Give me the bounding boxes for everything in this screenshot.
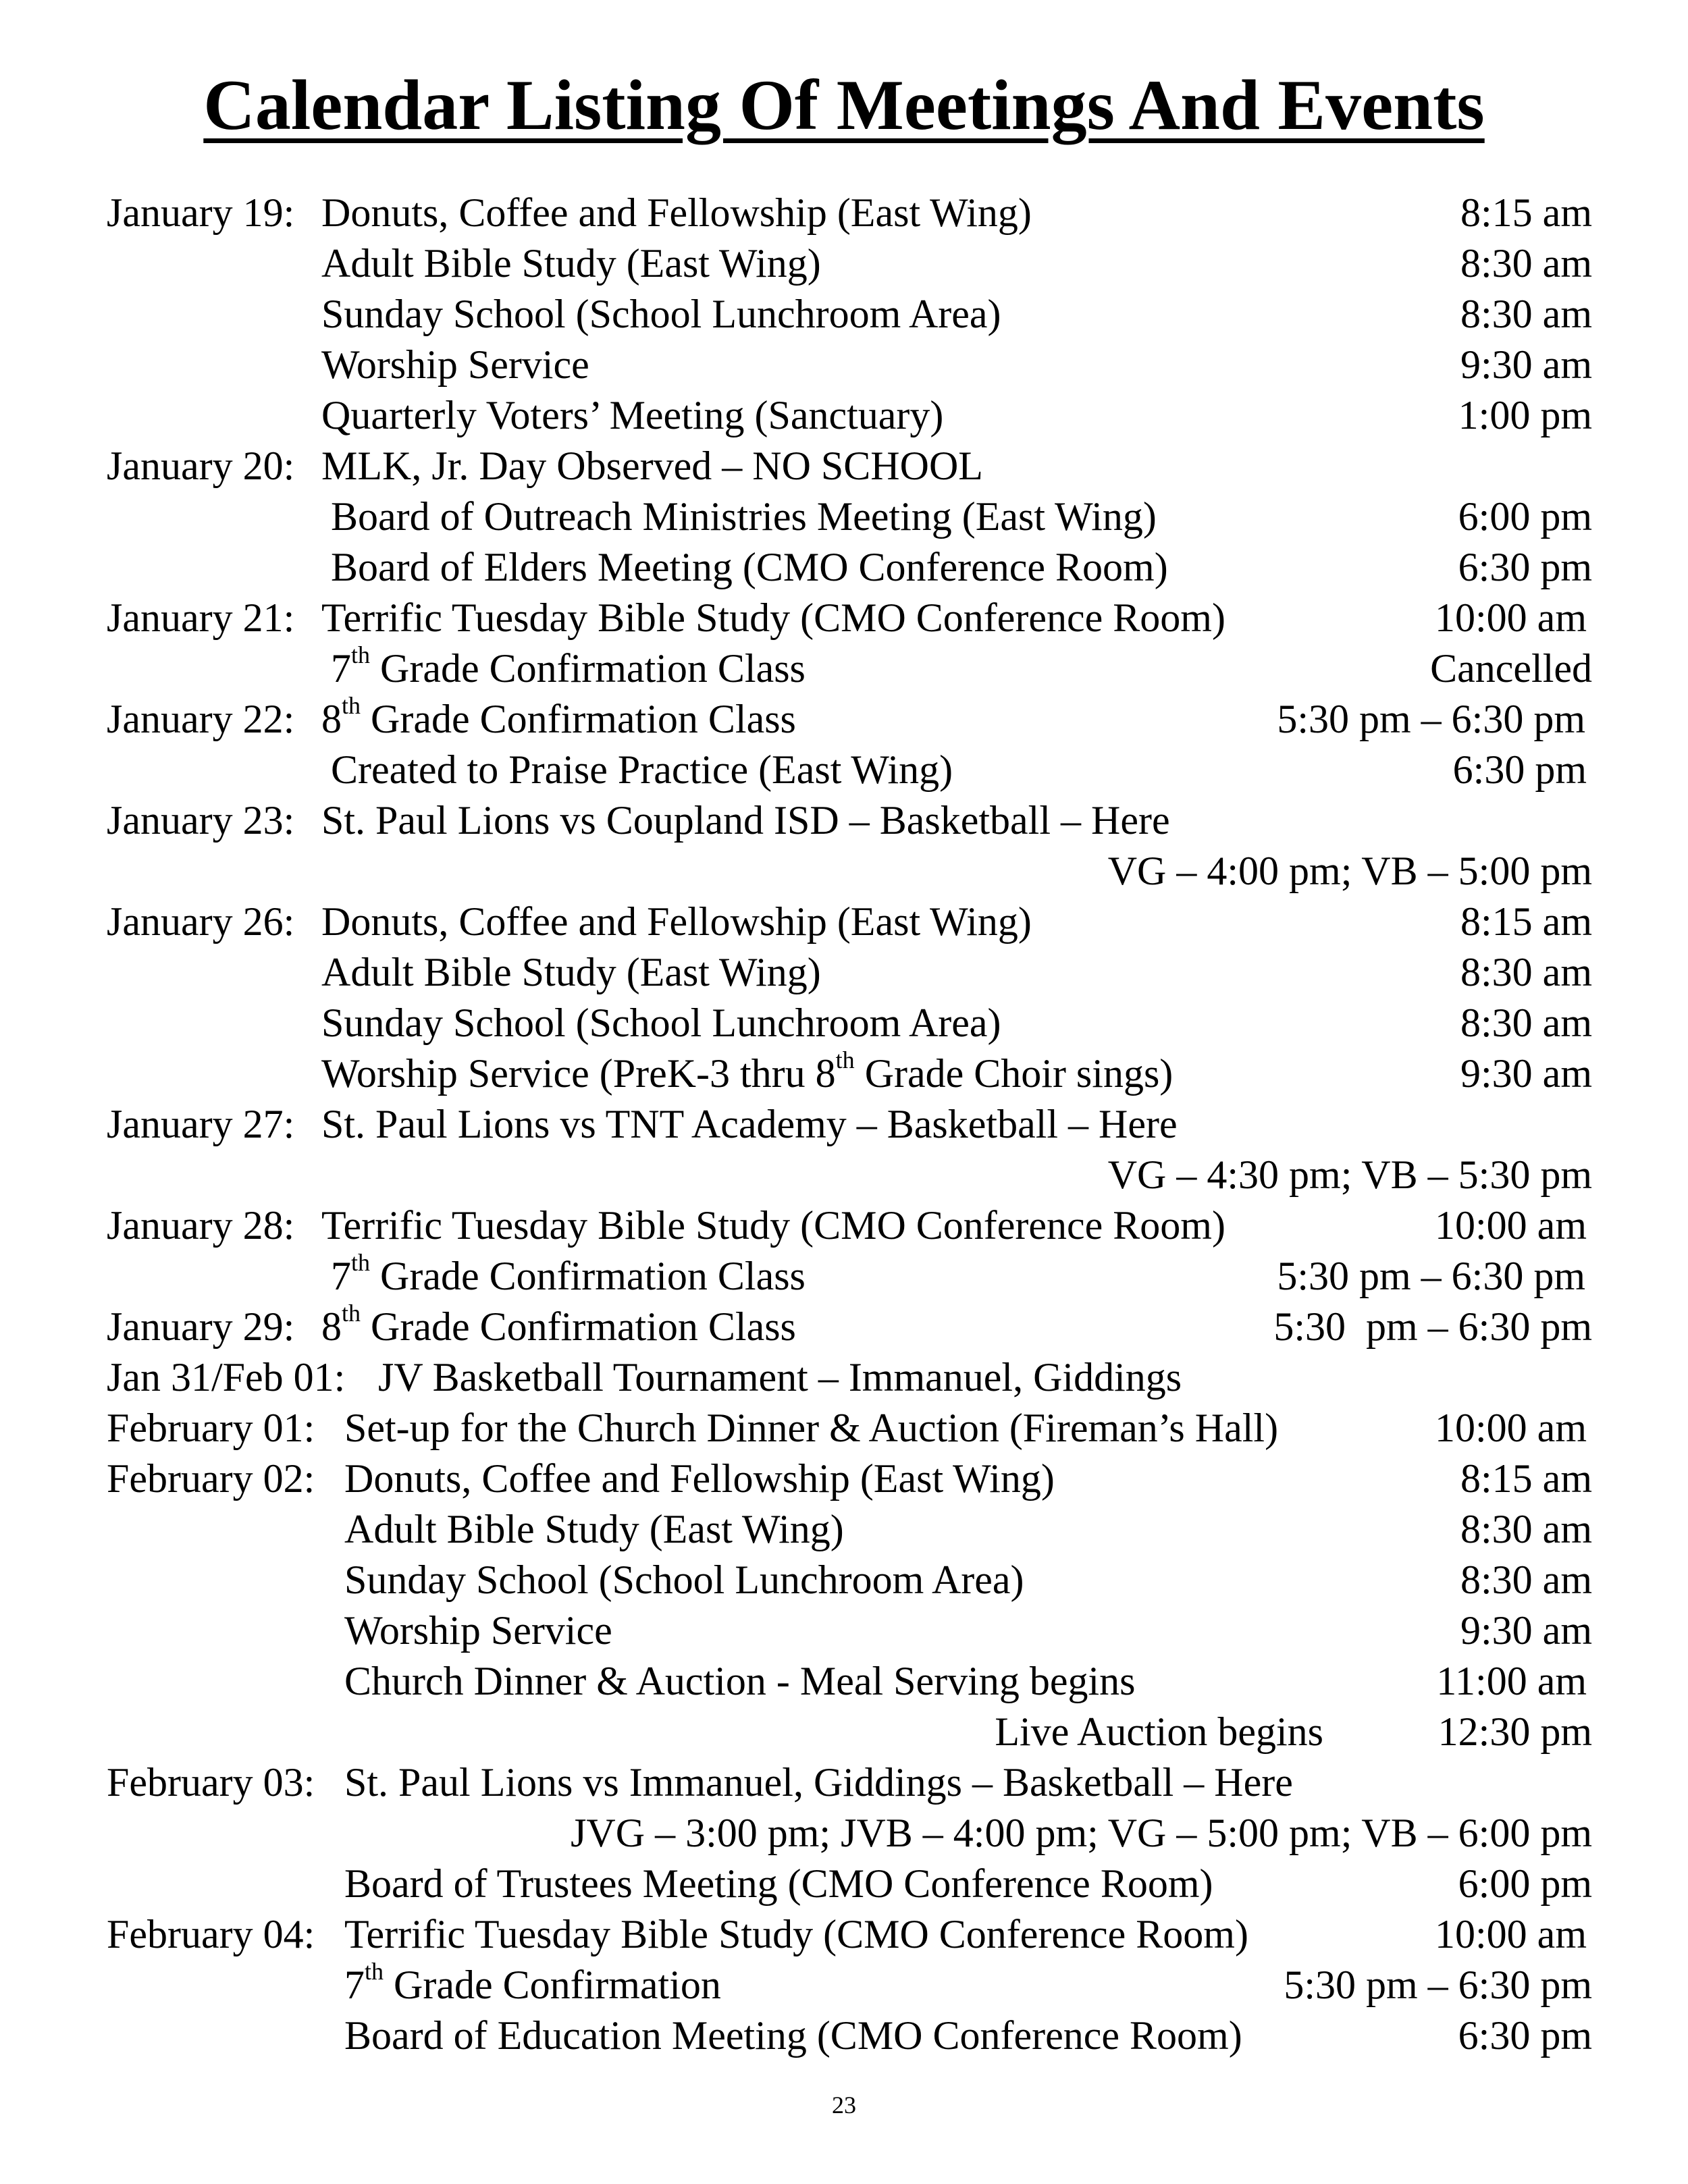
entry-date: February 03: [107, 1760, 315, 1805]
calendar-entry [107, 441, 1592, 491]
calendar-entry [107, 2010, 1592, 2061]
entry-subevent: Live Auction begins [995, 1709, 1323, 1754]
entry-event: Sunday School (School Lunchroom Area) [321, 1001, 1001, 1045]
event-text: Grade Confirmation Class [361, 1304, 796, 1349]
entry-time: 8:15 am [1460, 899, 1592, 944]
page-number: 23 [832, 2092, 856, 2119]
entry-time: 8:30 am [1460, 1001, 1592, 1045]
event-text: Worship Service (PreK-3 thru 8 [321, 1051, 836, 1096]
entry-event: Adult Bible Study (East Wing) [321, 241, 821, 286]
entry-date: January 22: [107, 697, 295, 741]
calendar-entry [107, 491, 1592, 542]
game-times: VG – 4:00 pm; VB – 5:00 pm [1107, 849, 1592, 893]
calendar-entry [107, 1150, 1592, 1200]
entry-time: 8:30 am [1460, 950, 1592, 994]
calendar-entry [107, 694, 1592, 745]
ordinal-suffix: th [351, 641, 371, 668]
ordinal-suffix: th [365, 1958, 384, 1985]
entry-event: Adult Bible Study (East Wing) [344, 1507, 844, 1551]
calendar-entry [107, 643, 1592, 694]
entry-event: Sunday School (School Lunchroom Area) [321, 292, 1001, 336]
entry-time: 5:30 pm – 6:30 pm [1277, 1254, 1585, 1298]
entry-time: 5:30 pm – 6:30 pm [1284, 1963, 1592, 2007]
calendar-entry [107, 1605, 1592, 1656]
calendar-entry [107, 998, 1592, 1048]
event-text: Grade Confirmation Class [370, 1254, 806, 1298]
entry-event: Donuts, Coffee and Fellowship (East Wing) [321, 190, 1032, 235]
calendar-entry [107, 289, 1592, 340]
grade-number: 7 [331, 646, 351, 691]
page-title: Calendar Listing Of Meetings And Events [203, 65, 1485, 144]
entry-event: Donuts, Coffee and Fellowship (East Wing) [344, 1456, 1055, 1501]
grade-number: 8 [321, 1304, 342, 1349]
ordinal-suffix: th [342, 1300, 361, 1327]
calendar-entry [107, 947, 1592, 998]
entry-event: Set-up for the Church Dinner & Auction (Fireman’s Hall) [344, 1406, 1279, 1450]
entry-event: Board of Trustees Meeting (CMO Conference Room) [344, 1861, 1213, 1906]
entry-event: St. Paul Lions vs Coupland ISD – Basketball – Here [321, 798, 1170, 843]
calendar-entry [107, 238, 1592, 289]
event-text-continued: Grade Choir sings) [854, 1051, 1173, 1096]
entry-time: 8:30 am [1460, 1557, 1592, 1602]
entry-time: 1:00 pm [1458, 393, 1592, 437]
calendar-entry [107, 1960, 1592, 2010]
entry-date: February 04: [107, 1912, 315, 1956]
entry-event: Church Dinner & Auction - Meal Serving begins [344, 1659, 1136, 1703]
calendar-entry [107, 542, 1592, 593]
entry-time: 12:30 pm [1438, 1709, 1592, 1754]
calendar-entry [107, 846, 1592, 897]
calendar-entry [107, 1859, 1592, 1909]
entry-time: 6:30 pm [1458, 2013, 1592, 2058]
entry-event: MLK, Jr. Day Observed – NO SCHOOL [321, 444, 983, 488]
grade-number: 7 [344, 1963, 365, 2007]
entry-event: Worship Service [344, 1608, 612, 1653]
calendar-entry [107, 1504, 1592, 1555]
entry-event: Board of Outreach Ministries Meeting (East Wing) [331, 494, 1157, 539]
entry-date: Jan 31/Feb 01: [107, 1355, 346, 1400]
calendar-entry [107, 390, 1592, 441]
calendar-entry [107, 1808, 1592, 1859]
entry-date: January 23: [107, 798, 295, 843]
entry-event [321, 1302, 796, 1352]
entry-event: Quarterly Voters’ Meeting (Sanctuary) [321, 393, 944, 437]
entry-time: 8:15 am [1460, 1456, 1592, 1501]
entry-time: 6:30 pm [1458, 545, 1592, 589]
calendar-entry [107, 1048, 1592, 1099]
entry-event: Terrific Tuesday Bible Study (CMO Conference Room) [344, 1912, 1248, 1956]
entry-event [321, 694, 796, 745]
entry-time: Cancelled [1430, 646, 1592, 691]
calendar-entry [107, 1909, 1592, 1960]
entry-date: January 29: [107, 1304, 295, 1349]
entry-event: Terrific Tuesday Bible Study (CMO Conference Room) [321, 595, 1225, 640]
entry-event: Sunday School (School Lunchroom Area) [344, 1557, 1024, 1602]
entry-date: January 27: [107, 1102, 295, 1146]
entry-event: St. Paul Lions vs Immanuel, Giddings – Basketball – Here [344, 1760, 1293, 1805]
entry-event [321, 1048, 1173, 1099]
entry-time: 10:00 am [1435, 1203, 1587, 1248]
entry-time: 8:30 am [1460, 292, 1592, 336]
entry-time: 8:15 am [1460, 190, 1592, 235]
calendar-entry [107, 188, 1592, 238]
entry-event: JV Basketball Tournament – Immanuel, Giddings [378, 1355, 1182, 1400]
entry-event: Terrific Tuesday Bible Study (CMO Conference Room) [321, 1203, 1225, 1248]
calendar-entry [107, 1099, 1592, 1150]
entry-time: 8:30 am [1460, 241, 1592, 286]
entry-time: 9:30 am [1460, 1608, 1592, 1653]
entry-date: January 26: [107, 899, 295, 944]
calendar-entry [107, 897, 1592, 947]
entry-event: Board of Elders Meeting (CMO Conference Room) [331, 545, 1168, 589]
entry-time: 8:30 am [1460, 1507, 1592, 1551]
entry-event: Worship Service [321, 342, 589, 387]
entry-event [344, 1960, 721, 2010]
entry-time: 10:00 am [1435, 1406, 1587, 1450]
entry-time: 5:30 pm – 6:30 pm [1277, 697, 1585, 741]
game-times: VG – 4:30 pm; VB – 5:30 pm [1107, 1152, 1592, 1197]
event-text: Grade Confirmation Class [370, 646, 806, 691]
calendar-entry [107, 593, 1592, 643]
grade-number: 8 [321, 697, 342, 741]
entry-time: 9:30 am [1460, 1051, 1592, 1096]
calendar-entry [107, 795, 1592, 846]
ordinal-suffix: th [835, 1046, 855, 1073]
event-text: Grade Confirmation Class [361, 697, 796, 741]
calendar-entry [107, 745, 1592, 795]
calendar-entry [107, 1403, 1592, 1454]
entry-time: 6:00 pm [1458, 494, 1592, 539]
entry-date: January 28: [107, 1203, 295, 1248]
calendar-entry [107, 1251, 1592, 1302]
calendar-entry [107, 1656, 1592, 1707]
entry-event [331, 1251, 806, 1302]
entry-date: February 02: [107, 1456, 315, 1501]
entry-event: St. Paul Lions vs TNT Academy – Basketball – Here [321, 1102, 1178, 1146]
entry-time: 5:30 pm – 6:30 pm [1273, 1304, 1592, 1349]
entry-time: 6:00 pm [1458, 1861, 1592, 1906]
calendar-entry [107, 1200, 1592, 1251]
entry-date: January 20: [107, 444, 295, 488]
entry-event: Board of Education Meeting (CMO Conference Room) [344, 2013, 1242, 2058]
entry-time: 6:30 pm [1452, 747, 1587, 792]
entry-event: Created to Praise Practice (East Wing) [331, 747, 953, 792]
calendar-entry [107, 340, 1592, 390]
entry-date: February 01: [107, 1406, 315, 1450]
entry-time: 10:00 am [1435, 595, 1587, 640]
event-text: Grade Confirmation [384, 1963, 721, 2007]
ordinal-suffix: th [351, 1249, 371, 1276]
entry-date: January 19: [107, 190, 295, 235]
entry-event: Donuts, Coffee and Fellowship (East Wing) [321, 899, 1032, 944]
entry-event: Adult Bible Study (East Wing) [321, 950, 821, 994]
entry-event [331, 643, 806, 694]
grade-number: 7 [331, 1254, 351, 1298]
entry-time: 10:00 am [1435, 1912, 1587, 1956]
entry-date: January 21: [107, 595, 295, 640]
calendar-entry [107, 1707, 1592, 1757]
calendar-entry [107, 1757, 1592, 1808]
calendar-entry [107, 1352, 1592, 1403]
entry-time: 11:00 am [1436, 1659, 1587, 1703]
ordinal-suffix: th [342, 692, 361, 719]
game-times: JVG – 3:00 pm; JVB – 4:00 pm; VG – 5:00 pm; VB – 6:00 pm [571, 1811, 1592, 1855]
calendar-entry [107, 1302, 1592, 1352]
entry-time: 9:30 am [1460, 342, 1592, 387]
calendar-entry [107, 1555, 1592, 1605]
calendar-entry [107, 1454, 1592, 1504]
